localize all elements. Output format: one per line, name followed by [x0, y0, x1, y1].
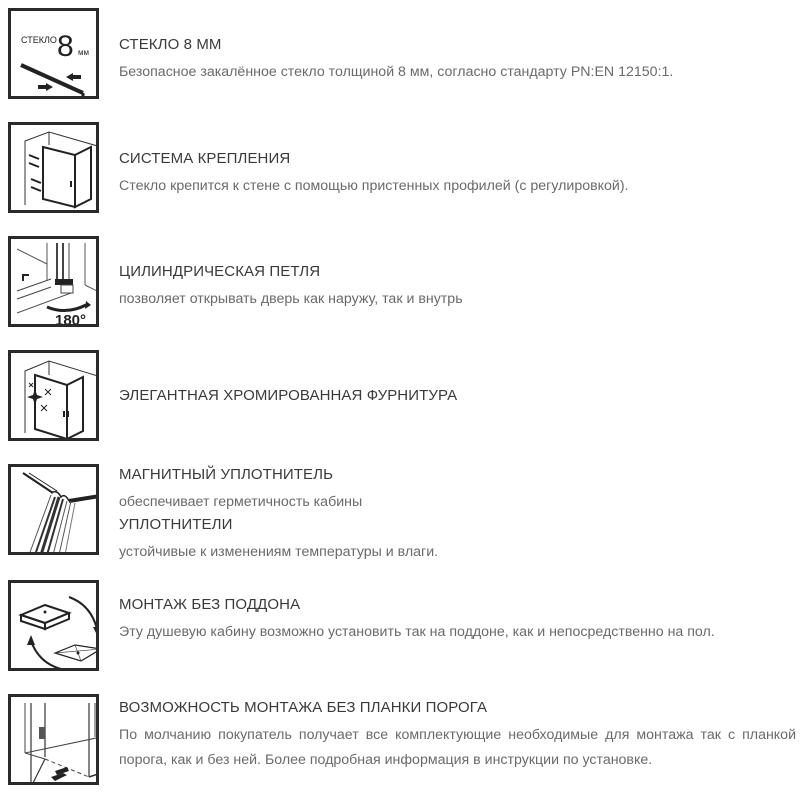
- feature-title: ВОЗМОЖНОСТЬ МОНТАЖА БЕЗ ПЛАНКИ ПОРОГА: [119, 699, 488, 716]
- feature-title: ЭЛЕГАНТНАЯ ХРОМИРОВАННАЯ ФУРНИТУРА: [119, 387, 458, 404]
- glass-8mm-icon: [8, 8, 99, 99]
- chrome-fittings-icon: [8, 350, 99, 441]
- no-threshold-bar-icon: [8, 694, 99, 785]
- feature-title: МОНТАЖ БЕЗ ПОДДОНА: [119, 596, 301, 613]
- feature-title: СТЕКЛО 8 ММ: [119, 36, 222, 53]
- feature-description: Эту душевую кабину возможно установить так на поддоне, как и непосредственно на пол.: [119, 624, 715, 640]
- feature-subdescription: устойчивые к изменениям температуры и влаги.: [119, 544, 439, 560]
- feature-title: МАГНИТНЫЙ УПЛОТНИТЕЛЬ: [119, 466, 334, 483]
- icon-label-glass: СТЕКЛО: [21, 35, 57, 45]
- feature-description: По молчанию покупатель получает все комплектующие необходимые для монтажа так с планкой порога, как и без ней. Более подробная информация в инструкции по установке.: [119, 727, 796, 768]
- icon-unit-mm: мм: [78, 48, 89, 57]
- feature-description: обеспечивает герметичность кабины: [119, 494, 363, 510]
- feature-description: Безопасное закалённое стекло толщиной 8 мм, согласно стандарту PN:EN 12150:1.: [119, 64, 674, 80]
- icon-label-180: 180°: [55, 312, 87, 324]
- magnetic-seal-icon: [8, 464, 99, 555]
- icon-number-8: 8: [57, 30, 74, 63]
- feature-subtitle: УПЛОТНИТЕЛИ: [119, 516, 233, 533]
- feature-title: СИСТЕМА КРЕПЛЕНИЯ: [119, 150, 291, 167]
- feature-title: ЦИЛИНДРИЧЕСКАЯ ПЕТЛЯ: [119, 263, 321, 280]
- wall-mount-system-icon: [8, 122, 99, 213]
- feature-description: Стекло крепится к стене с помощью пристенных профилей (с регулировкой).: [119, 178, 629, 194]
- cylindrical-hinge-180-icon: [8, 236, 99, 327]
- feature-description: позволяет открывать дверь как наружу, так и внутрь: [119, 291, 463, 307]
- install-without-tray-icon: [8, 580, 99, 671]
